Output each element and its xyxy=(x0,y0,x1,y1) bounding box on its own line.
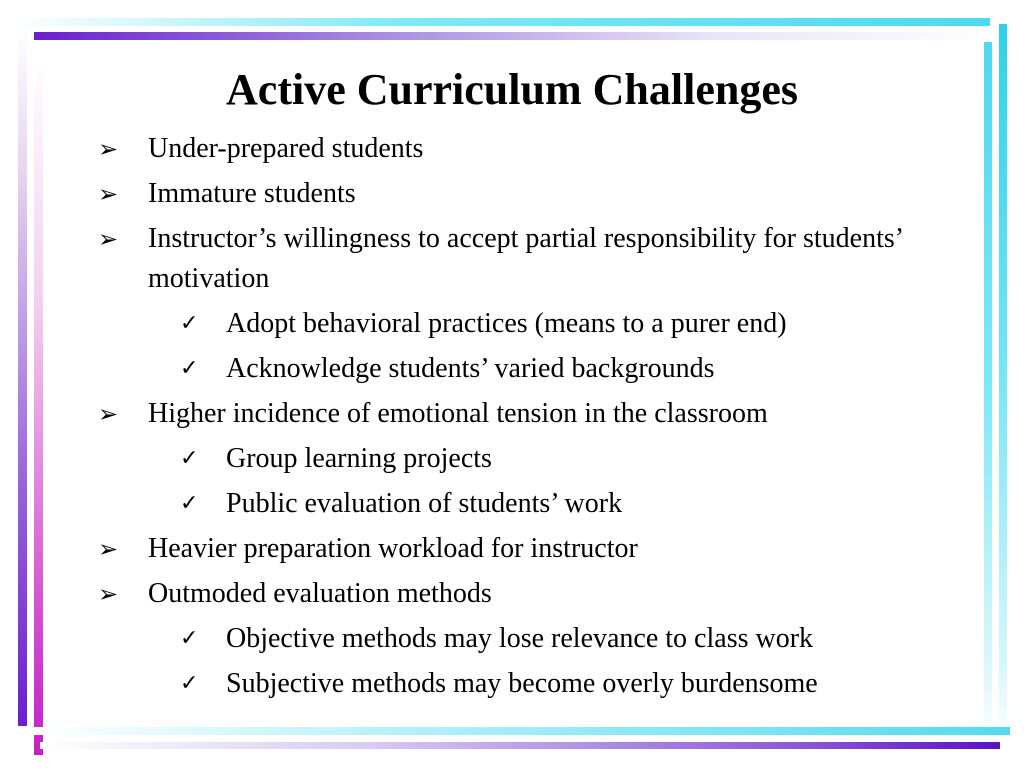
arrowhead-bullet-icon: ➢ xyxy=(98,580,119,608)
arrowhead-bullet-icon: ➢ xyxy=(98,135,119,163)
list-item-text: Public evaluation of students’ work xyxy=(226,488,623,519)
list-item-text: Immature students xyxy=(148,178,356,209)
list-item xyxy=(96,129,976,169)
sub-list-item xyxy=(96,664,976,704)
checkmark-icon: ✓ xyxy=(180,626,199,651)
bottom-decorative-bar-cyan xyxy=(30,727,1010,735)
left-decorative-bar-magenta xyxy=(34,60,43,755)
slide-title: Active Curriculum Challenges xyxy=(226,65,798,114)
sub-list-item xyxy=(96,304,976,344)
list-item-text: Objective methods may lose relevance to class work xyxy=(226,623,814,654)
checkmark-icon: ✓ xyxy=(180,671,199,696)
sub-list-item xyxy=(96,349,976,389)
list-item-text: Higher incidence of emotional tension in the classroom xyxy=(148,398,768,429)
checkmark-icon: ✓ xyxy=(180,491,199,516)
list-item-text: Under-prepared students xyxy=(148,133,424,164)
checkmark-icon: ✓ xyxy=(180,446,199,471)
arrowhead-bullet-icon: ➢ xyxy=(98,180,119,208)
arrowhead-bullet-icon: ➢ xyxy=(98,400,119,428)
sub-list-item xyxy=(96,619,976,659)
left-decorative-bar-purple xyxy=(18,30,27,726)
sub-list-item xyxy=(96,439,976,479)
list-item-text: Acknowledge students’ varied backgrounds xyxy=(226,353,715,384)
top-decorative-bar-purple xyxy=(34,32,1000,40)
bottom-decorative-bar-purple xyxy=(40,742,1000,749)
arrowhead-bullet-icon: ➢ xyxy=(98,225,119,253)
list-item xyxy=(96,219,976,299)
list-item xyxy=(96,574,976,614)
list-item-text: Heavier preparation workload for instructor xyxy=(148,533,638,564)
checkmark-icon: ✓ xyxy=(180,356,199,381)
arrowhead-bullet-icon: ➢ xyxy=(98,535,119,563)
list-item xyxy=(96,394,976,434)
list-item-text: Subjective methods may become overly burdensome xyxy=(226,668,818,699)
bullet-list xyxy=(96,124,976,704)
right-decorative-bar-cyan-inner xyxy=(984,42,992,748)
sub-list-item xyxy=(96,484,976,524)
checkmark-icon: ✓ xyxy=(180,311,199,336)
list-item xyxy=(96,529,976,569)
list-item-text: Adopt behavioral practices (means to a purer end) xyxy=(226,308,787,339)
list-item-text: Outmoded evaluation methods xyxy=(148,578,492,609)
right-decorative-bar-cyan-outer xyxy=(999,24,1007,740)
list-item-text: Group learning projects xyxy=(226,443,492,474)
list-item-text: Instructor’s willingness to accept partial responsibility for students’ motivation xyxy=(148,223,903,294)
list-item xyxy=(96,174,976,214)
top-decorative-bar-cyan xyxy=(10,18,990,26)
